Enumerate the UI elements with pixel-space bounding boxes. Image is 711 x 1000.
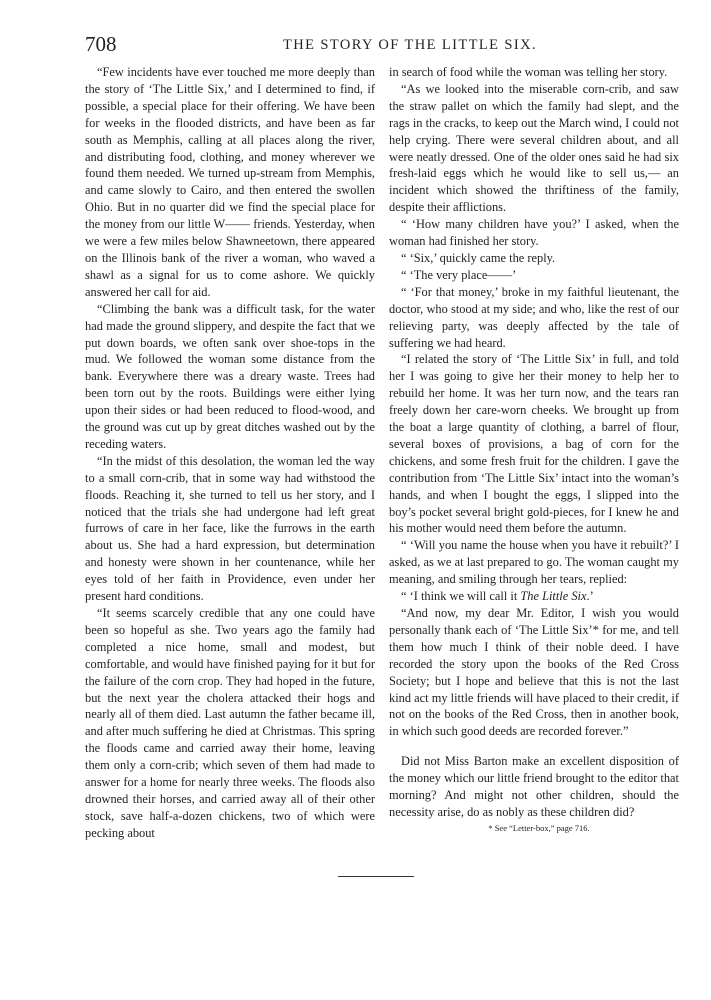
footnote: * See “Letter-box,” page 716. (488, 822, 590, 833)
paragraph: “ ‘Will you name the house when you have it rebuilt?’ I asked, as we at last prepared to go. The woman caught my meaning, and smiling through her tears, replied: (389, 538, 679, 587)
paragraph: “ ‘Six,’ quickly came the reply. (401, 250, 556, 265)
right-column (389, 64, 679, 834)
paragraph: “And now, my dear Mr. Editor, I wish you would personally thank each of ‘The Little Six’* for me, and tell them how much I think of their noble deed. I have recorded the story upon the books of the Red Cross Society; but I hope and believe that this is not the last kind act my little friends will have placed to their credit, if not on the books of the Red Cross, then in another book, in which such good deeds are recorded forever.” (389, 606, 679, 739)
paragraph-continuation: in search of food while the woman was telling her story. (389, 65, 668, 79)
quote-lead: “ ‘I think we will call it (401, 589, 521, 604)
paragraph: “Few incidents have ever touched me more deeply than the story of ‘The Little Six,’ and I determined to find, if possible, a special place for their offering. We have been for weeks in the flooded districts, and have been as far south as Memphis, calling at all places along the river, and distributing food, clothing, and money wherever we found them needed. We turned up-stream from Memphis, and came slowly to Cairo, and then entered the swollen Ohio. But in no quarter did we find the special place for the money from our little W—— friends. Yesterday, when we were a few miles below Shawneetown, there appeared on the Illinois bank of the river a woman, who waved a shawl as a signal for us to come ashore. We quickly answered her call for aid. (85, 65, 375, 299)
paragraph: “In the midst of this desolation, the woman led the way to a small corn-crib, that in some way had withstood the floods. Reaching it, she turned to tell us her story, and I noticed that the trials she had undergone had left great furrows of care in her face, like the furrows in the earth about us. She had a hard expression, but determination and honesty were shown in her countenance, while her eyes told of her faith in Providence, even under her present hard conditions. (85, 453, 375, 604)
paragraph: “I related the story of ‘The Little Six’ in full, and told her I was going to give her their money to help her to rebuild her home. It was her turn now, and the tears ran freely down her care-worn cheeks. We brought up from the boat a large quantity of clothing, a barrel of flour, several boxes of provisions, a bag of corn for the chickens, and some fresh fruit for the children. I gave the contribution from ‘The Little Six’ intact into the woman’s hands, and when I bought the eggs, I slipped into the boy’s pocket several bright gold-pieces, for I knew he and his mother would need them before the autumn. (389, 352, 679, 536)
left-column (85, 64, 375, 842)
paragraph: “ ‘For that money,’ broke in my faithful lieutenant, the doctor, who stood at my side; and who, like the rest of our relieving party, was deeply affected by the tale of suffering we had heard. (389, 284, 679, 350)
page-number: 708 (85, 32, 117, 56)
closing-paragraph: Did not Miss Barton make an excellent disposition of the money which our little friend brought to the editor that morning? And might not other children, should the necessity arise, do as nobly as these children did? (389, 754, 679, 819)
section-rule (338, 876, 414, 877)
paragraph: “ ‘How many children have you?’ I asked, when the woman had finished her story. (389, 217, 679, 249)
paragraph: “It seems scarcely credible that any one could have been so hopeful as she. Two years ago the family had completed a nice home, small and modest, but comfortable, and would have finished paying for it but for the failure of the corn crop. They had hoped in the future, but the next year the cholera attacked their hogs and nearly all of them died. Last autumn the father became ill, and after much suffering he died at Christmas. This spring the floods came and carried away their home, leaving them only a corn-crib; which seven of them had made to answer for a home for nearly three weeks. The floods also drowned their horses, and carried away all of their other stock, save half-a-dozen chickens, two of which were pecking about (85, 606, 375, 840)
paragraph: “ ‘The very place——’ (401, 267, 517, 282)
paragraph: “As we looked into the miserable corn-crib, and saw the straw pallet on which the family had slept, and the rags in the cracks, to keep out the March wind, I could not help crying. There were several children about, and all were neatly dressed. One of the older ones said he had six fresh-laid eggs which he would like to sell us,— an incident which showed the thriftiness of the family, despite their afflictions. (389, 81, 679, 215)
paragraph: “Climbing the bank was a difficult task, for the water had made the ground slippery, and despite the fact that we put down boards, we often sank over shoe-tops in the mud. We followed the woman some distance from the bank. Everywhere there was a dreary waste. Trees had been torn out by the roots. Buildings were either lying upon their sides or had been reduced to flood-wood, and the ground was cut up by great ditches washed out by the receding waters. (85, 301, 375, 451)
house-name: The Little Six (520, 589, 587, 604)
quote-tail: .’ (586, 589, 594, 604)
paragraph (389, 588, 679, 605)
running-head: THE STORY OF THE LITTLE SIX. (282, 37, 537, 53)
